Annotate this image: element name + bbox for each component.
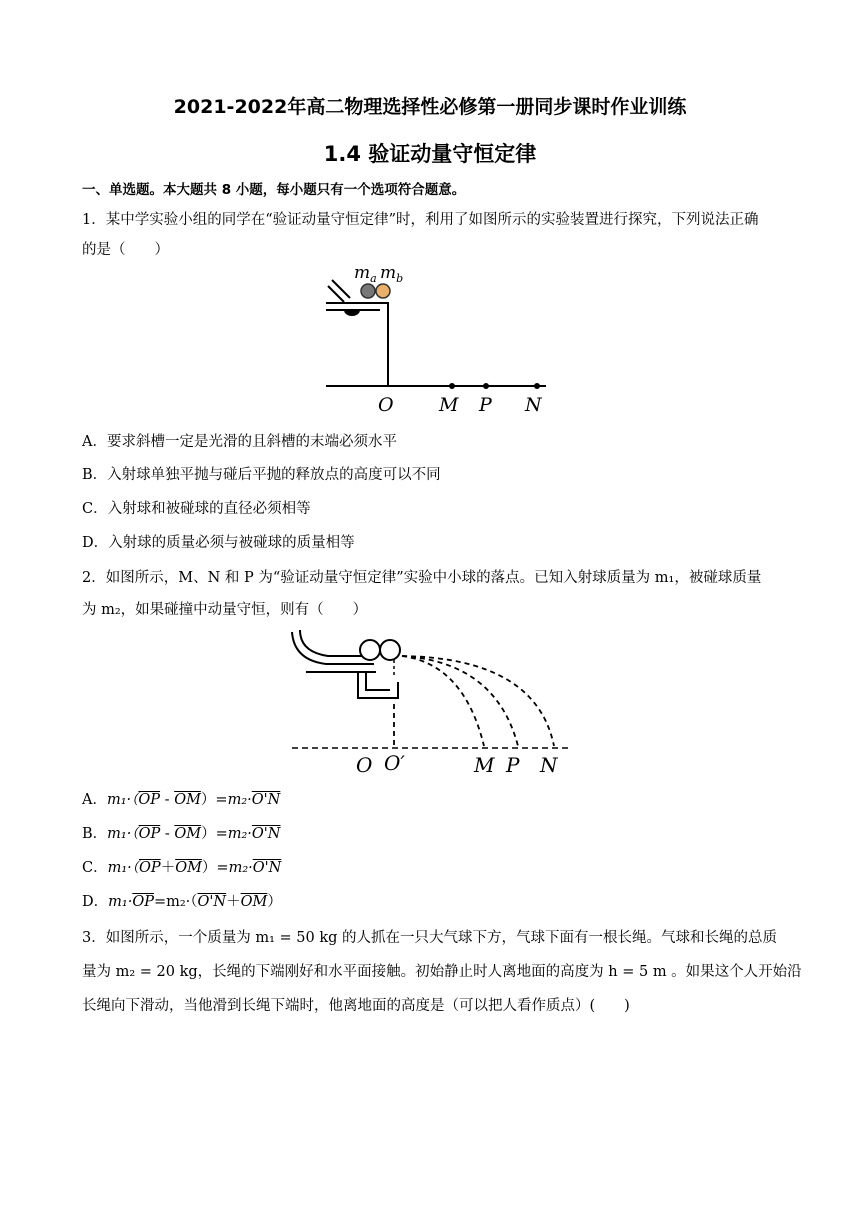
label-O-prime: O′ bbox=[384, 751, 405, 775]
label-N: N bbox=[525, 394, 542, 416]
q2-stem-line1: 2．如图所示，M、N 和 P 为“验证动量守恒定律”实验中小球的落点。已知入射球质量为 m₁，被碰球质量 bbox=[82, 570, 762, 586]
q2-option-b: B．$m_1\cdot(\overline{OP} - \overline{OM})=m_2\cdot O'N$ bbox=[82, 826, 281, 842]
q2-option-a: A．$m_1\cdot(\overline{OP} - \overline{OM})=m_2\cdot O'N$ bbox=[82, 792, 281, 808]
lesson-title: 1.4 验证动量守恒定律 bbox=[323, 142, 537, 166]
section-heading: 一、单选题。本大题共 8 小题，每小题只有一个选项符合题意。 bbox=[82, 182, 466, 198]
q1-option-b: B．入射球单独平抛与碰后平抛的释放点的高度可以不同 bbox=[82, 467, 441, 483]
q1-stem-line2: 的是（ ） bbox=[82, 242, 169, 258]
q2-figure bbox=[286, 624, 576, 776]
ramp-weight bbox=[344, 310, 360, 316]
label-P: P bbox=[479, 394, 492, 416]
q1-option-c: C．入射球和被碰球的直径必须相等 bbox=[82, 501, 311, 517]
q1-figure bbox=[318, 258, 554, 418]
label-P: P bbox=[506, 753, 520, 776]
q1-option-d: D．入射球的质量必须与被碰球的质量相等 bbox=[82, 535, 355, 551]
ball-a bbox=[361, 284, 375, 298]
ball-b bbox=[376, 284, 390, 298]
q2-stem-line2: 为 m₂，如果碰撞中动量守恒，则有（ ） bbox=[82, 602, 368, 618]
q3-line1: 3．如图所示，一个质量为 m₁ = 50 kg 的人抓在一只大气球下方，气球下面有一根长绳。气球和长绳的总质 bbox=[82, 930, 777, 946]
label-M: M bbox=[474, 753, 495, 776]
label-N: N bbox=[540, 753, 558, 776]
q3-line2: 量为 m₂ = 20 kg，长绳的下端刚好和水平面接触。初始静止时人离地面的高度为 h = 5 m 。如果这个人开始沿 bbox=[82, 964, 802, 980]
q1-option-a: A．要求斜槽一定是光滑的且斜槽的末端必须水平 bbox=[82, 434, 397, 450]
page-title: 2021-2022年高二物理选择性必修第一册同步课时作业训练 bbox=[173, 96, 687, 118]
label-M: M bbox=[439, 394, 459, 416]
label-O: O bbox=[356, 753, 373, 776]
q3-line3: 长绳向下滑动，当他滑到长绳下端时，他离地面的高度是（可以把人看作质点）( ) bbox=[82, 998, 630, 1014]
label-O: O bbox=[378, 394, 394, 416]
label-ma: $m_a$ bbox=[354, 263, 377, 285]
q1-stem-line1: 1．某中学实验小组的同学在“验证动量守恒定律”时，利用了如图所示的实验装置进行探究，下列说法正确 bbox=[82, 212, 759, 228]
q2-option-d: D．$m_1\cdot\overline{OP}=m_2\cdot(O'N+\overline{OM})$ bbox=[82, 894, 282, 910]
label-mb: $m_b$ bbox=[380, 263, 404, 285]
q2-option-c: C．$m_1\cdot(\overline{OP}+\overline{OM})=m_2\cdot O'N$ bbox=[82, 860, 282, 876]
